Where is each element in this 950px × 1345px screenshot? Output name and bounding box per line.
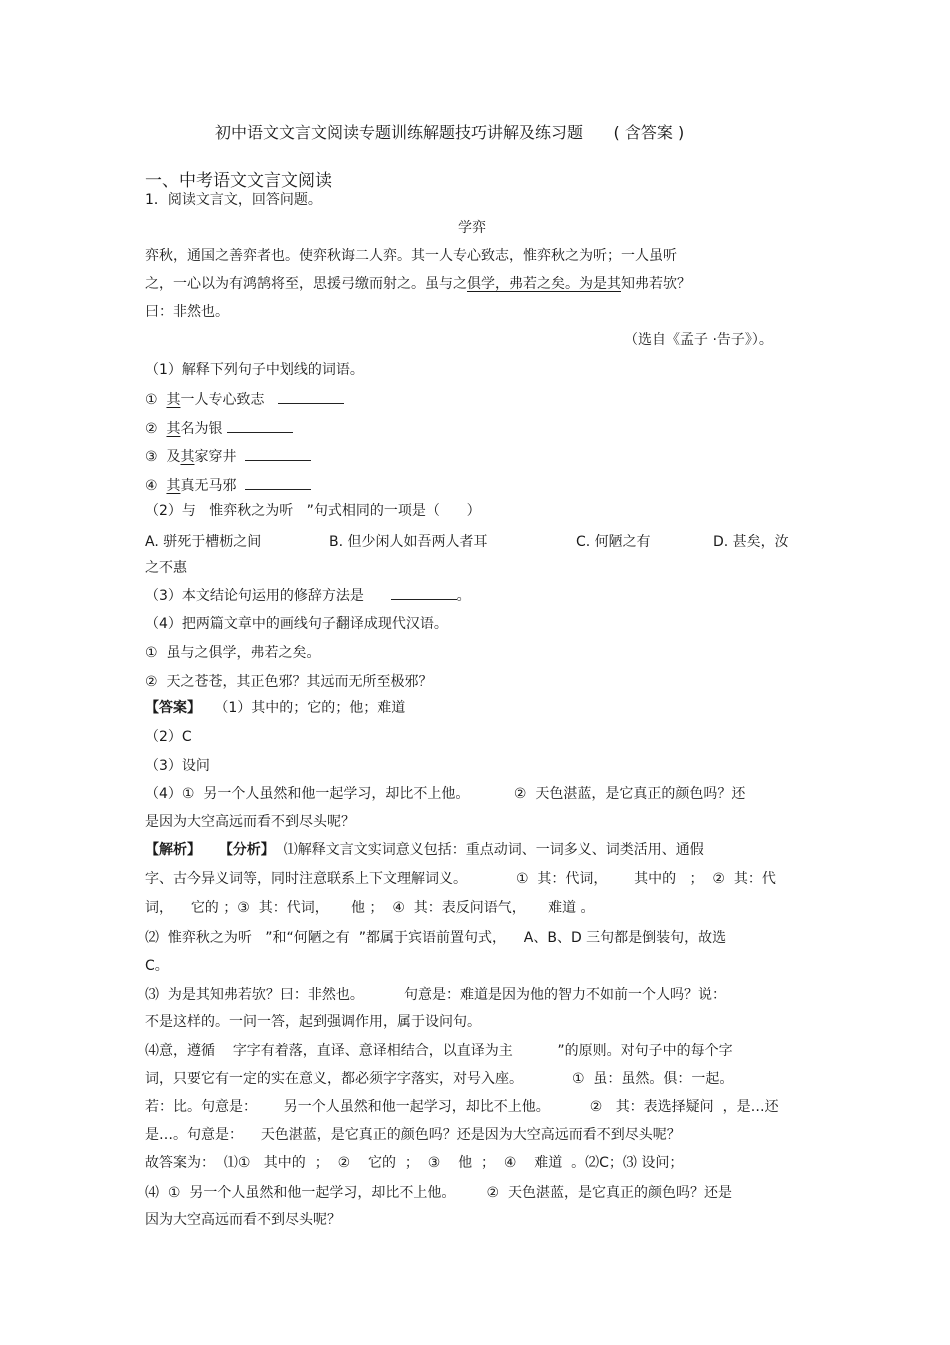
- analysis-text: 另一个人虽然和他一起学习，却比不上他。: [283, 1099, 550, 1115]
- analysis-line-5: C。: [145, 958, 169, 974]
- passage-line-2-pre: 之，一心以为有鸿鹄将至，思援弓缴而射之。虽与之: [145, 276, 467, 292]
- analysis-text: 其中的: [634, 871, 677, 887]
- sub2-prompt: [145, 501, 481, 521]
- analysis-text: 若：比。句意是：: [145, 1099, 257, 1115]
- analysis-text: ② 天色湛蓝，是它真正的颜色吗？还是: [486, 1185, 732, 1201]
- analysis-line-13: [145, 1183, 732, 1203]
- analysis-line-11: [145, 1125, 681, 1145]
- prompt-part: 惟弈秋之为听: [209, 503, 294, 519]
- sub1-item-2: [145, 418, 293, 439]
- analysis-label: 【解析】: [145, 842, 201, 858]
- analysis-text: 句意是：难道是因为他的智力不如前一个人吗？说：: [403, 987, 726, 1003]
- item-text: 家穿井: [194, 449, 237, 465]
- analysis-text: ⑷ ① 另一个人虽然和他一起学习，却比不上他。: [145, 1185, 456, 1201]
- answer-text: （4）① 另一个人虽然和他一起学习，却比不上他。: [145, 786, 470, 802]
- sub1-item-1: [145, 389, 344, 410]
- analysis-text: 是…。句意是：: [145, 1127, 243, 1143]
- analysis-line-2: [145, 869, 776, 889]
- answer-line-2: （2）C: [145, 729, 192, 745]
- option-d[interactable]: D. 甚矣，汝: [713, 534, 789, 550]
- prompt-part: ）: [466, 503, 481, 519]
- passage-line-2-post: 知弗若欤？: [621, 276, 691, 292]
- passage-line-3: 曰：非然也。: [145, 304, 229, 320]
- sub1-item-3: [145, 446, 311, 467]
- answer-blank[interactable]: [227, 418, 293, 433]
- punctuation: 。: [456, 588, 471, 604]
- item-text: 及: [166, 449, 181, 465]
- sub4-sentence-2: ② 天之苍苍，其正色邪？其远而无所至极邪？: [145, 674, 433, 690]
- title-main: 初中语文文言文阅读专题训练解题技巧讲解及练习题: [215, 123, 584, 142]
- item-text: 真无马邪: [180, 478, 237, 494]
- prompt-part: ”句式相同的一项是（: [306, 503, 440, 519]
- question-intro: 1．阅读文言文，回答问题。: [145, 192, 322, 208]
- analysis-line-8: [145, 1041, 733, 1061]
- answer-blank[interactable]: [391, 585, 457, 600]
- analysis-text: ； ② 其：代: [689, 871, 776, 887]
- answer-line-4: [145, 784, 745, 804]
- analysis-line-7: 不是这样的。一问一答，起到强调作用，属于设问句。: [145, 1014, 481, 1030]
- analysis-text: 他 ； ④ 其：表反问语气，: [350, 900, 526, 916]
- option-b[interactable]: B. 但少闲人如吾两人者耳: [329, 534, 488, 550]
- answer-blank[interactable]: [245, 475, 311, 490]
- analysis-text: 其：表选择疑问: [615, 1099, 714, 1115]
- answer-line-5: 是因为大空高远而看不到尽头呢？: [145, 814, 355, 830]
- analysis-text: ⑴解释文言文实词意义包括：重点动词、一词多义、词类活用、通假: [283, 842, 704, 858]
- answer-line-1: [145, 698, 405, 718]
- passage-line-2: [145, 274, 691, 294]
- item-text: 一人专心致志: [180, 392, 265, 408]
- option-d-continued: 之不惠: [145, 560, 187, 576]
- analysis-text: ②: [589, 1099, 603, 1115]
- analysis-line-1: [145, 840, 704, 860]
- analysis-text: 词，只要它有一定的实在意义，都必须字字落实，对号入座。: [145, 1071, 523, 1087]
- item-number: ③: [145, 449, 158, 465]
- analysis-sublabel: 【分析】: [218, 842, 275, 858]
- analysis-text: 词，: [145, 900, 173, 916]
- sub1-item-4: [145, 475, 311, 496]
- passage-line-1: 弈秋，通国之善弈者也。使弈秋诲二人弈。其一人专心致志，惟弈秋之为听；一人虽听: [145, 248, 677, 264]
- analysis-text: ”的原则。对句子中的每个字: [557, 1043, 733, 1059]
- analysis-text: ，是…还: [722, 1099, 779, 1115]
- analysis-line-12: 故答案为： ⑴① 其中的 ； ② 它的 ； ③ 他 ； ④ 难道 。⑵C；⑶ 设问；: [145, 1155, 684, 1171]
- analysis-line-4: [145, 928, 726, 948]
- answer-text: （1）其中的；它的；他；难道: [214, 700, 406, 716]
- analysis-text: 字字有着落，直译、意译相结合，以直译为主: [232, 1043, 513, 1059]
- answer-blank[interactable]: [245, 446, 311, 461]
- item-number: ②: [145, 421, 158, 437]
- analysis-line-3: [145, 898, 595, 918]
- prompt-part: （2）与: [145, 503, 196, 519]
- underlined-word: 其: [166, 392, 181, 408]
- sub4-prompt: （4）把两篇文章中的画线句子翻译成现代汉语。: [145, 616, 448, 632]
- analysis-text: 字、古今异义词等，同时注意联系上下文理解词义。: [145, 871, 467, 887]
- underlined-word: 其: [180, 449, 195, 465]
- option-a[interactable]: A. 骈死于槽枥之间: [145, 534, 262, 550]
- analysis-text: ⑷意，遵循: [145, 1043, 215, 1059]
- item-number: ①: [145, 392, 158, 408]
- prompt-text: （3）本文结论句运用的修辞方法是: [145, 588, 364, 604]
- answer-line-3: （3）设问: [145, 758, 210, 774]
- passage-source: （选自《孟子 ·告子》）。: [624, 332, 773, 348]
- passage-underlined-sentence: 俱学，弗若之矣。为是其: [467, 276, 621, 292]
- underlined-word: 其: [166, 478, 181, 494]
- analysis-line-10: [145, 1097, 779, 1117]
- analysis-text: A、B、D 三句都是倒装句，故选: [523, 930, 727, 946]
- analysis-text: ⑶ 为是其知弗若欤？曰：非然也。: [145, 987, 364, 1003]
- analysis-text: ⑵ 惟弈秋之为听: [145, 930, 252, 946]
- page-title: [215, 120, 684, 143]
- sub1-prompt: （1）解释下列句子中划线的词语。: [145, 362, 364, 378]
- analysis-text: ”和“何陋之有: [265, 930, 350, 946]
- analysis-text: ① 其：代词，: [515, 871, 608, 887]
- analysis-text: ① 虽：虽然。俱：一起。: [571, 1071, 734, 1087]
- analysis-line-6: [145, 985, 726, 1005]
- analysis-line-14: 因为大空高远而看不到尽头呢？: [145, 1212, 341, 1228]
- answer-blank[interactable]: [278, 389, 344, 404]
- answer-label: 【答案】: [145, 700, 201, 716]
- analysis-text: 天色湛蓝，是它真正的颜色吗？还是因为大空高远而看不到尽头呢？: [260, 1127, 681, 1143]
- title-suffix: ( 含答案 ): [613, 123, 685, 142]
- analysis-text: 它的 ；③ 其：代词，: [190, 900, 329, 916]
- underlined-word: 其: [166, 421, 181, 437]
- section-heading: 一、中考语文文言文阅读: [145, 171, 332, 191]
- item-text: 名为银: [180, 421, 223, 437]
- item-number: ④: [145, 478, 158, 494]
- passage-title: 学弈: [458, 220, 486, 236]
- answer-text: ② 天色湛蓝，是它真正的颜色吗？还: [513, 786, 746, 802]
- option-c[interactable]: C. 何陋之有: [576, 534, 651, 550]
- sub3-prompt: [145, 585, 471, 606]
- analysis-text: ”都属于宾语前置句式，: [358, 930, 506, 946]
- sub4-sentence-1: ① 虽与之俱学，弗若之矣。: [145, 645, 321, 661]
- analysis-line-9: [145, 1069, 733, 1089]
- analysis-text: 难道 。: [548, 900, 595, 916]
